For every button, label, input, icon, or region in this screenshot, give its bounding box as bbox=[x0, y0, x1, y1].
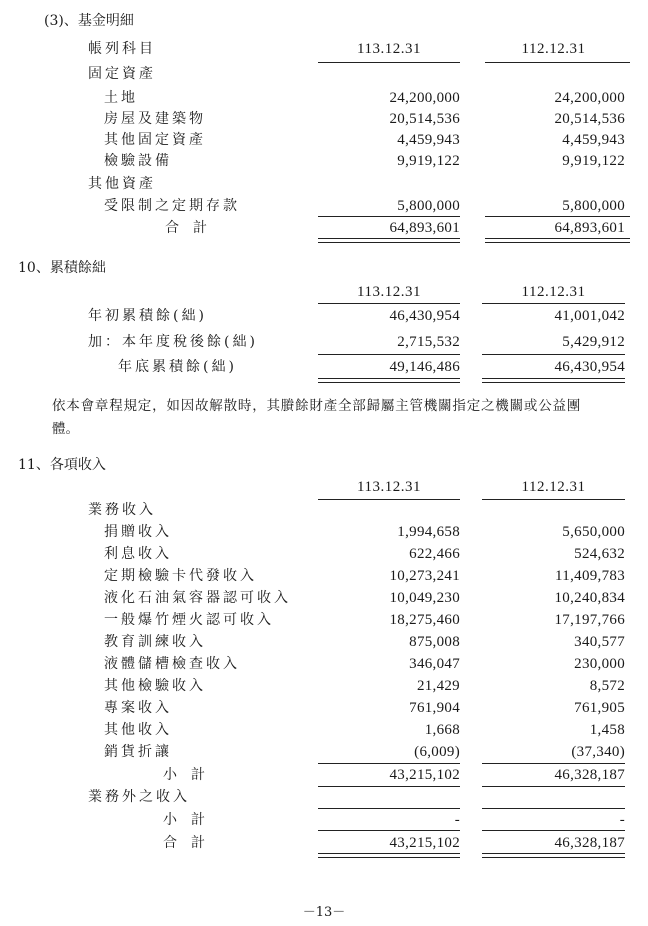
s11-subtotal-rule-1 bbox=[318, 763, 460, 764]
row-label: 液體儲槽檢查收入 bbox=[104, 656, 240, 672]
row-value-113: 1,994,658 bbox=[397, 524, 460, 540]
page-number: －13－ bbox=[302, 905, 346, 920]
row-value-112: 8,572 bbox=[589, 678, 625, 694]
row-label: 土地 bbox=[104, 90, 138, 106]
row-value-112: 17,197,766 bbox=[554, 612, 625, 628]
row-value-112: 761,905 bbox=[574, 700, 625, 716]
s10-total-rule-2 bbox=[482, 354, 625, 355]
row-value-113: 10,049,230 bbox=[389, 590, 460, 606]
fixed-assets-heading: 固定資產 bbox=[88, 66, 156, 82]
row-label: 專案收入 bbox=[104, 700, 172, 716]
s11-double-rule-2 bbox=[482, 853, 625, 858]
row-value-113: 24,200,000 bbox=[389, 90, 460, 106]
row-value-112: (37,340) bbox=[571, 744, 625, 760]
row-value-113: 9,919,122 bbox=[397, 153, 460, 169]
s11-subtotal1-label: 小 計 bbox=[163, 767, 205, 783]
row-value-112: 4,459,943 bbox=[562, 132, 625, 148]
row-value-113: 875,008 bbox=[409, 634, 460, 650]
row-value-113: 21,429 bbox=[416, 678, 460, 694]
row-value-112: 10,240,834 bbox=[554, 590, 625, 606]
row-value-113: 46,430,954 bbox=[389, 308, 460, 324]
s3-header-113: 113.12.31 bbox=[357, 41, 421, 57]
section-10-title: 10、累積餘絀 bbox=[18, 260, 106, 276]
s3-total-113: 64,893,601 bbox=[389, 220, 460, 236]
s3-total-label: 合 計 bbox=[165, 220, 207, 236]
s3-header-rule-1 bbox=[318, 62, 460, 63]
row-value-113: 761,904 bbox=[409, 700, 460, 716]
s10-note-line-1: 依本會章程規定，如因故解散時，其賸餘財產全部歸屬主管機關指定之機關或公益團 bbox=[52, 398, 582, 414]
row-label: 受限制之定期存款 bbox=[104, 198, 240, 214]
row-value-112: 5,800,000 bbox=[562, 198, 625, 214]
s11-subtotal1-under-rule-1 bbox=[318, 786, 460, 787]
s11-subtotal-rule-2 bbox=[482, 763, 625, 764]
row-label: 捐贈收入 bbox=[104, 524, 172, 540]
s11-subtotal2-label: 小 計 bbox=[163, 812, 205, 828]
s11-header-rule-1 bbox=[318, 499, 460, 500]
s11-subtotal1-112: 46,328,187 bbox=[554, 767, 625, 783]
row-value-113: 5,800,000 bbox=[397, 198, 460, 214]
s11-header-112: 112.12.31 bbox=[521, 479, 586, 495]
row-label: 其他收入 bbox=[104, 722, 172, 738]
row-label: 其他檢驗收入 bbox=[104, 678, 206, 694]
row-label: 房屋及建築物 bbox=[104, 111, 206, 127]
row-label: 檢驗設備 bbox=[104, 153, 172, 169]
row-label: 定期檢驗卡代發收入 bbox=[104, 568, 257, 584]
s3-double-rule-1 bbox=[318, 238, 460, 243]
row-value-112: 1,458 bbox=[589, 722, 625, 738]
s10-double-rule-2 bbox=[482, 378, 625, 383]
s11-double-rule-1 bbox=[318, 853, 460, 858]
row-value-112: 41,001,042 bbox=[554, 308, 625, 324]
s11-total-113: 43,215,102 bbox=[389, 835, 460, 851]
row-label: 銷貨折讓 bbox=[104, 744, 172, 760]
row-value-113: 622,466 bbox=[409, 546, 460, 562]
other-assets-heading: 其他資產 bbox=[88, 176, 156, 192]
s11-subtotal1-113: 43,215,102 bbox=[389, 767, 460, 783]
s10-total-label: 年底累積餘(絀) bbox=[118, 359, 237, 375]
s11-subtotal2-113: - bbox=[454, 812, 460, 828]
s10-total-113: 49,146,486 bbox=[389, 359, 460, 375]
row-value-112: 5,650,000 bbox=[562, 524, 625, 540]
s11-total-112: 46,328,187 bbox=[554, 835, 625, 851]
section-3-title: (3)、基金明細 bbox=[44, 13, 134, 29]
row-value-113: (6,009) bbox=[414, 744, 460, 760]
s10-total-rule-1 bbox=[318, 354, 460, 355]
row-value-112: 20,514,536 bbox=[554, 111, 625, 127]
s10-total-112: 46,430,954 bbox=[554, 359, 625, 375]
s10-header-rule-2 bbox=[482, 303, 625, 304]
s11-nonbusiness-rule-2 bbox=[482, 808, 625, 809]
row-value-113: 20,514,536 bbox=[389, 111, 460, 127]
row-value-113: 10,273,241 bbox=[389, 568, 460, 584]
s11-nonbusiness-rule-1 bbox=[318, 808, 460, 809]
row-value-113: 1,668 bbox=[424, 722, 460, 738]
s11-total-rule-1 bbox=[318, 830, 460, 831]
row-value-113: 4,459,943 bbox=[397, 132, 460, 148]
row-value-112: 24,200,000 bbox=[554, 90, 625, 106]
row-value-113: 2,715,532 bbox=[397, 334, 460, 350]
s10-note-line-2: 體。 bbox=[52, 421, 79, 437]
row-label: 其他固定資產 bbox=[104, 132, 206, 148]
row-value-112: 340,577 bbox=[574, 634, 625, 650]
s10-header-113: 113.12.31 bbox=[357, 284, 421, 300]
s11-header-rule-2 bbox=[482, 499, 625, 500]
s3-double-rule-2 bbox=[485, 238, 630, 243]
s3-total-112: 64,893,601 bbox=[554, 220, 625, 236]
row-label: 教育訓練收入 bbox=[104, 634, 206, 650]
s11-subtotal2-112: - bbox=[619, 812, 625, 828]
row-value-112: 9,919,122 bbox=[562, 153, 625, 169]
row-value-112: 11,409,783 bbox=[555, 568, 625, 584]
row-label: 液化石油氣容器認可收入 bbox=[104, 590, 291, 606]
s3-header-112: 112.12.31 bbox=[521, 41, 586, 57]
row-label: 利息收入 bbox=[104, 546, 172, 562]
s11-total-label: 合 計 bbox=[163, 835, 205, 851]
row-value-112: 524,632 bbox=[574, 546, 625, 562]
section-11-title: 11、各項收入 bbox=[18, 457, 106, 473]
s10-header-rule-1 bbox=[318, 303, 460, 304]
s11-subtotal1-under-rule-2 bbox=[482, 786, 625, 787]
s3-header-rule-2 bbox=[485, 62, 630, 63]
s11-header-113: 113.12.31 bbox=[357, 479, 421, 495]
row-value-113: 18,275,460 bbox=[389, 612, 460, 628]
row-label: 年初累積餘(絀) bbox=[88, 308, 207, 324]
s3-total-rule-2 bbox=[485, 216, 630, 217]
row-label: 加：本年度稅後餘(絀) bbox=[88, 334, 258, 350]
account-column-label: 帳列科目 bbox=[88, 41, 156, 57]
s3-total-rule-1 bbox=[318, 216, 460, 217]
nonbusiness-income-heading: 業務外之收入 bbox=[88, 789, 190, 805]
business-income-heading: 業務收入 bbox=[88, 502, 156, 518]
s11-total-rule-2 bbox=[482, 830, 625, 831]
row-label: 一般爆竹煙火認可收入 bbox=[104, 612, 274, 628]
row-value-113: 346,047 bbox=[409, 656, 460, 672]
row-value-112: 5,429,912 bbox=[562, 334, 625, 350]
row-value-112: 230,000 bbox=[574, 656, 625, 672]
s10-header-112: 112.12.31 bbox=[521, 284, 586, 300]
s10-double-rule-1 bbox=[318, 378, 460, 383]
